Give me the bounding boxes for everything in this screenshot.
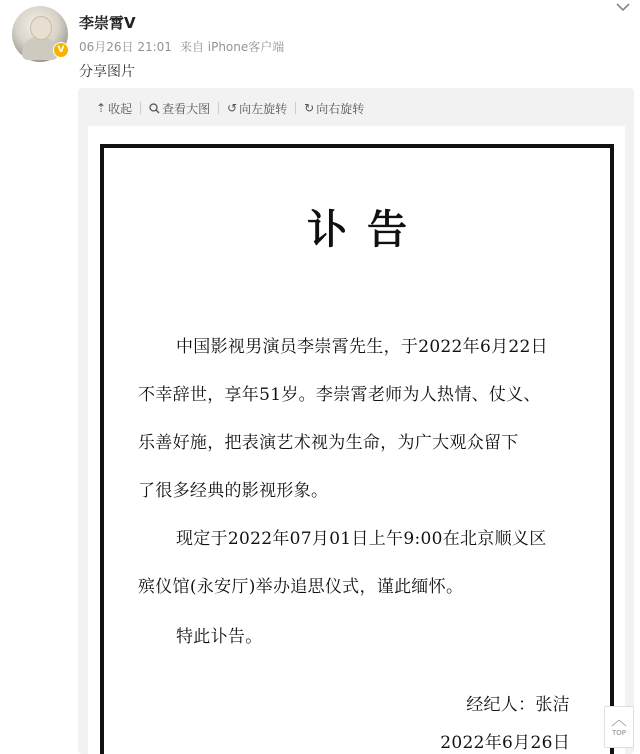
rotate-right-button[interactable] <box>304 100 364 117</box>
notice-line: 了很多经典的影视形象。 <box>138 481 329 501</box>
post-text: 分享图片 <box>79 64 135 80</box>
collapse-icon: ⇡ <box>96 101 107 115</box>
notice-line: 乐善好施，把表演艺术视为生命，为广大观众留下 <box>138 433 519 453</box>
collapse-button[interactable] <box>96 100 132 117</box>
notice-line: 特此讣告。 <box>176 627 263 647</box>
toolbar-divider <box>295 102 296 114</box>
search-icon <box>149 103 160 114</box>
notice-signatory: 经纪人：张洁 <box>466 695 570 715</box>
view-large-button[interactable] <box>149 100 210 117</box>
scroll-top-label: TOP <box>611 729 626 737</box>
chevron-down-icon[interactable] <box>614 0 632 16</box>
notice-line: 殡仪馆(永安厅)举办追思仪式，谨此缅怀。 <box>138 577 464 597</box>
notice-line: 现定于2022年07月01日上午9:00在北京顺义区 <box>176 529 547 549</box>
verified-badge-icon: V <box>53 42 69 58</box>
rotate-right-label: 向右旋转 <box>316 101 365 116</box>
toolbar-divider <box>218 102 219 114</box>
scroll-to-top-button[interactable] <box>604 706 634 748</box>
media-toolbar <box>96 98 364 118</box>
collapse-label: 收起 <box>108 101 133 116</box>
post-meta <box>79 38 284 55</box>
post-time[interactable]: 06月26日 21:01 <box>79 40 172 54</box>
view-large-label: 查看大图 <box>162 101 211 116</box>
notice-date: 2022年6月26日 <box>440 733 570 753</box>
rotate-left-label: 向左旋转 <box>239 101 288 116</box>
post-source: 来自 iPhone客户端 <box>179 40 285 54</box>
toolbar-divider <box>140 102 141 114</box>
rotate-left-icon: ↺ <box>227 101 238 115</box>
avatar-face <box>30 16 52 40</box>
post-image[interactable] <box>88 126 625 754</box>
expanded-media <box>78 88 634 754</box>
obituary-notice <box>100 144 614 754</box>
username[interactable]: 李崇霄V <box>79 14 136 32</box>
notice-line: 不幸辞世，享年51岁。李崇霄老师为人热情、仗义、 <box>138 385 541 405</box>
rotate-left-button[interactable] <box>227 100 287 117</box>
rotate-right-icon: ↻ <box>304 101 315 115</box>
notice-title: 讣告 <box>307 206 427 253</box>
chevron-up-icon: ︿ <box>610 710 627 729</box>
notice-line: 中国影视男演员李崇霄先生，于2022年6月22日 <box>176 337 548 357</box>
